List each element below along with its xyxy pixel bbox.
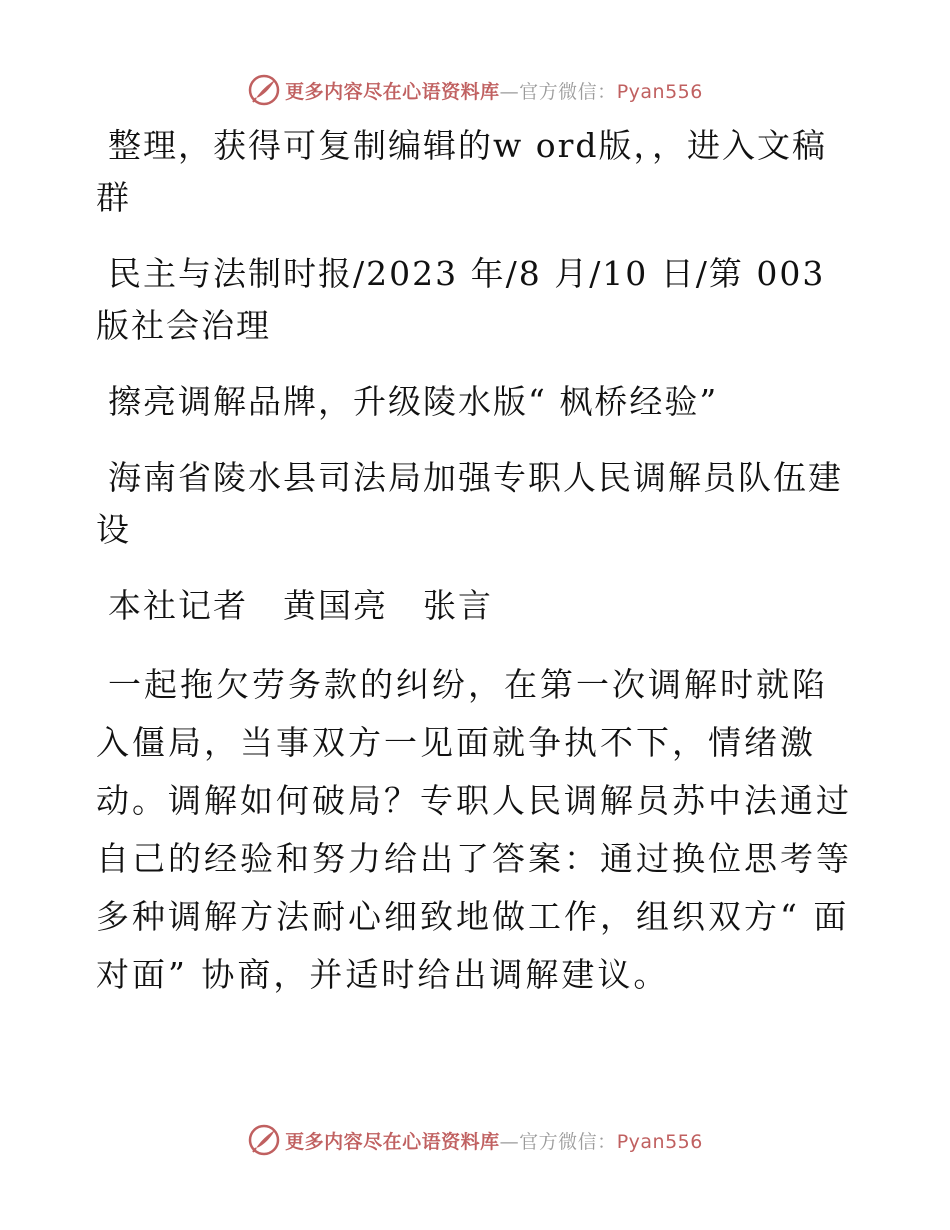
feather-pen-logo-icon	[247, 73, 281, 107]
article-subtitle: 海南省陵水县司法局加强专职人民调解员队伍建设	[96, 458, 843, 549]
watermark-separator: —	[499, 80, 520, 103]
watermark-brand: 更多内容尽在心语资料库	[285, 80, 500, 103]
watermark-wechat-id: Pyan556	[616, 1130, 703, 1153]
feather-pen-logo-icon	[247, 1123, 281, 1157]
source-line: 民主与法制时报/2023 年/8 月/10 日/第 003 版社会治理	[96, 254, 826, 345]
watermark-wechat-id: Pyan556	[616, 80, 703, 103]
watermark-wechat-label: 官方微信：	[519, 1130, 617, 1153]
watermark-brand: 更多内容尽在心语资料库	[285, 1130, 500, 1153]
body-paragraph: 一起拖欠劳务款的纠纷，在第一次调解时就陷入僵局，当事双方一见面就争执不下，情绪激动。调解如何破局？专职人民调解员苏中法通过自己的经验和努力给出了答案：通过换位思考等多种调解方法耐心细致地做工作，组织双方“ 面对面” 协商，并适时给出调解建议。	[96, 665, 852, 994]
intro-line: 整理，获得可复制编辑的w ord版，，进入文稿群	[96, 126, 828, 217]
watermark-footer	[0, 1120, 950, 1160]
watermark-separator: —	[499, 1130, 520, 1153]
watermark-text	[285, 1127, 703, 1154]
watermark-text	[285, 77, 703, 104]
article-title: 擦亮调解品牌，升级陵水版“ 枫桥经验”	[108, 382, 719, 421]
watermark-header	[0, 70, 950, 110]
document-body	[96, 120, 856, 1028]
watermark-wechat-label: 官方微信：	[519, 80, 617, 103]
byline: 本社记者 黄国亮 张言	[108, 586, 493, 625]
